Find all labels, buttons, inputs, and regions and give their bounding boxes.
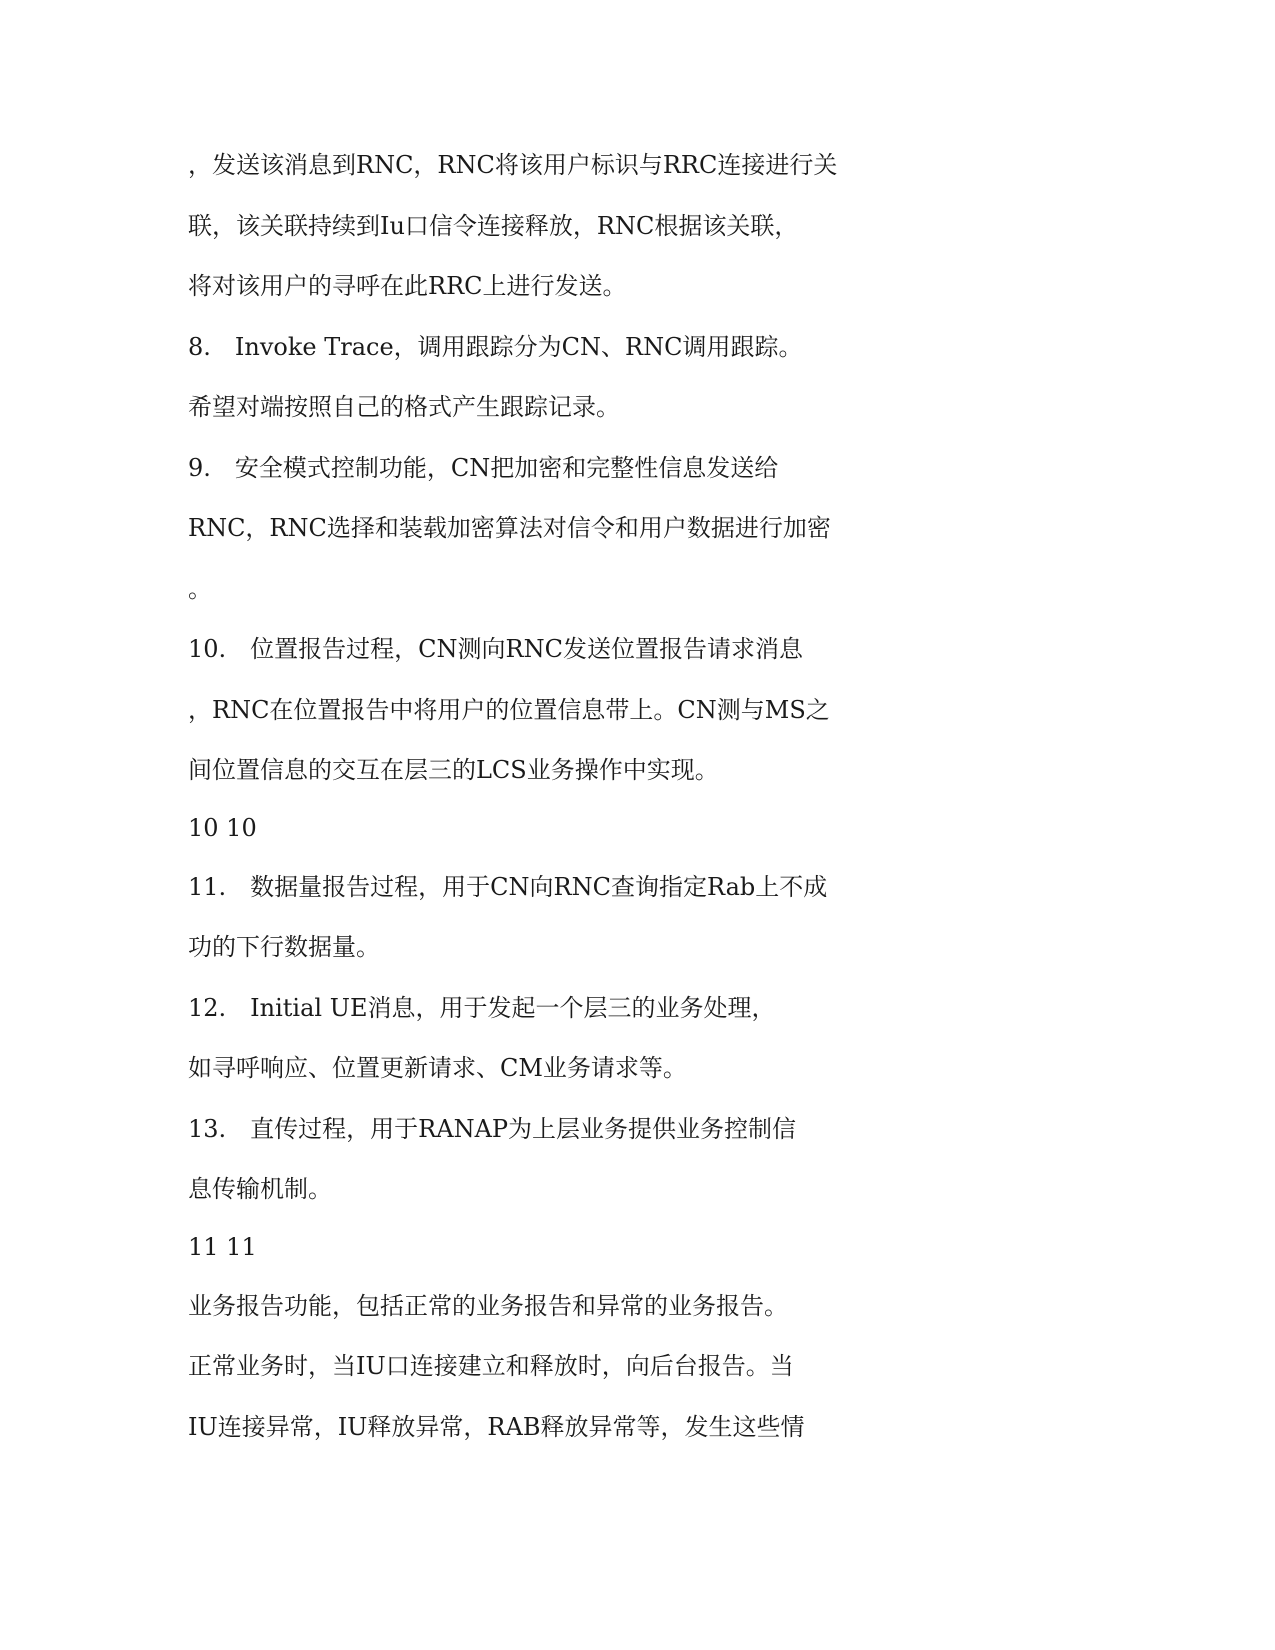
text-line-14: 功的下行数据量。 — [188, 933, 380, 961]
text-line-12: 10 10 — [188, 814, 257, 842]
text-line-17: 13. 直传过程，用于RANAP为上层业务提供业务控制信 — [188, 1115, 797, 1143]
text-line-19: 11 11 — [188, 1233, 257, 1261]
text-line-20: 业务报告功能，包括正常的业务报告和异常的业务报告。 — [188, 1292, 788, 1320]
text-line-7: RNC，RNC选择和装载加密算法对信令和用户数据进行加密 — [188, 514, 831, 542]
text-line-13: 11. 数据量报告过程，用于CN向RNC查询指定Rab上不成 — [188, 873, 828, 901]
text-line-4: 8. Invoke Trace，调用跟踪分为CN、RNC调用跟踪。 — [188, 333, 803, 361]
text-line-8: 。 — [188, 575, 212, 603]
text-line-18: 息传输机制。 — [188, 1175, 332, 1203]
text-line-15: 12. Initial UE消息，用于发起一个层三的业务处理， — [188, 994, 776, 1022]
text-line-21: 正常业务时，当IU口连接建立和释放时，向后台报告。当 — [188, 1352, 794, 1380]
text-line-16: 如寻呼响应、位置更新请求、CM业务请求等。 — [188, 1054, 687, 1082]
text-line-1: ，发送该消息到RNC，RNC将该用户标识与RRC连接进行关 — [188, 151, 838, 179]
text-line-10: ，RNC在位置报告中将用户的位置信息带上。CN测与MS之 — [188, 696, 830, 724]
text-line-6: 9. 安全模式控制功能，CN把加密和完整性信息发送给 — [188, 454, 779, 482]
text-line-11: 间位置信息的交互在层三的LCS业务操作中实现。 — [188, 756, 719, 784]
text-line-22: IU连接异常，IU释放异常，RAB释放异常等，发生这些情 — [188, 1413, 805, 1441]
text-line-9: 10. 位置报告过程，CN测向RNC发送位置报告请求消息 — [188, 635, 803, 663]
text-line-3: 将对该用户的寻呼在此RRC上进行发送。 — [188, 272, 627, 300]
text-line-5: 希望对端按照自己的格式产生跟踪记录。 — [188, 393, 620, 421]
text-line-2: 联，该关联持续到Iu口信令连接释放，RNC根据该关联， — [188, 212, 799, 240]
